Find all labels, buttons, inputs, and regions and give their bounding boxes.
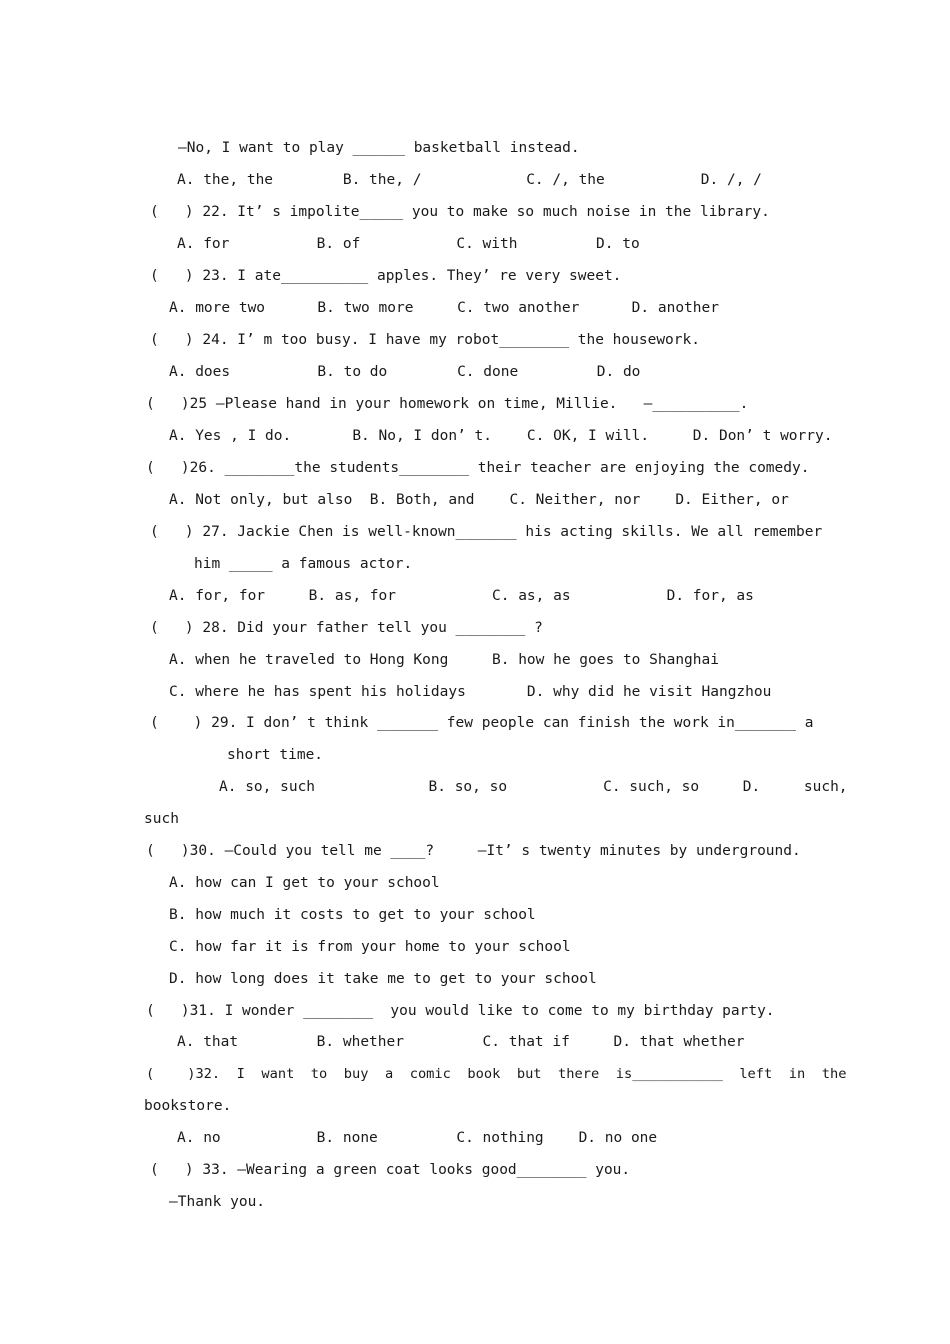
question-23: ( ) 23. I ate__________ apples. They’ re very sweet.: [150, 268, 622, 284]
question-24: ( ) 24. I’ m too busy. I have my robot________ the housework.: [150, 332, 700, 348]
answer-options: A. that B. whether C. that if D. that whether: [177, 1034, 745, 1050]
answer-options: A. Yes , I do. B. No, I don’ t. C. OK, I will. D. Don’ t worry.: [169, 428, 833, 444]
question-25: ( )25 —Please hand in your homework on time, Millie. —__________.: [146, 396, 749, 412]
answer-option-c: C. how far it is from your home to your school: [169, 939, 571, 955]
question-22: ( ) 22. It’ s impolite_____ you to make so much noise in the library.: [150, 204, 770, 220]
answer-options: A. does B. to do C. done D. do: [169, 364, 641, 380]
answer-options-continued: such: [144, 811, 179, 827]
answer-options: A. so, such B. so, so C. such, so D. such,: [219, 779, 848, 795]
answer-options: A. more two B. two more C. two another D. another: [169, 300, 719, 316]
answer-options: A. the, the B. the, / C. /, the D. /, /: [177, 172, 762, 188]
answer-options: C. where he has spent his holidays D. why did he visit Hangzhou: [169, 684, 772, 700]
answer-options: A. Not only, but also B. Both, and C. Neither, nor D. Either, or: [169, 492, 789, 508]
question-29: ( ) 29. I don’ t think _______ few people can finish the work in_______ a: [150, 715, 814, 731]
answer-options: A. for B. of C. with D. to: [177, 236, 640, 252]
answer-option-a: A. how can I get to your school: [169, 875, 440, 891]
question-32: ( )32. I want to buy a comic book but there is___________ left in the: [146, 1066, 847, 1082]
answer-options: A. when he traveled to Hong Kong B. how he goes to Shanghai: [169, 652, 719, 668]
question-28: ( ) 28. Did your father tell you ________ ?: [150, 620, 543, 636]
answer-option-b: B. how much it costs to get to your school: [169, 907, 536, 923]
answer-options: A. no B. none C. nothing D. no one: [177, 1130, 658, 1146]
question-31: ( )31. I wonder ________ you would like to come to my birthday party.: [146, 1003, 775, 1019]
question-30: ( )30. —Could you tell me ____? —It’ s twenty minutes by underground.: [146, 843, 801, 859]
question-32-continued: bookstore.: [144, 1098, 232, 1114]
answer-option-d: D. how long does it take me to get to your school: [169, 971, 597, 987]
answer-options: A. for, for B. as, for C. as, as D. for, as: [169, 588, 754, 604]
question-27-continued: him _____ a famous actor.: [194, 556, 413, 572]
dialogue-line: —Thank you.: [169, 1194, 266, 1210]
question-29-continued: short time.: [227, 747, 324, 763]
dialogue-line: —No, I want to play ______ basketball instead.: [178, 140, 580, 156]
question-33: ( ) 33. —Wearing a green coat looks good________ you.: [150, 1162, 631, 1178]
question-26: ( )26. ________the students________ their teacher are enjoying the comedy.: [146, 460, 810, 476]
question-27: ( ) 27. Jackie Chen is well-known_______ his acting skills. We all remember: [150, 524, 823, 540]
